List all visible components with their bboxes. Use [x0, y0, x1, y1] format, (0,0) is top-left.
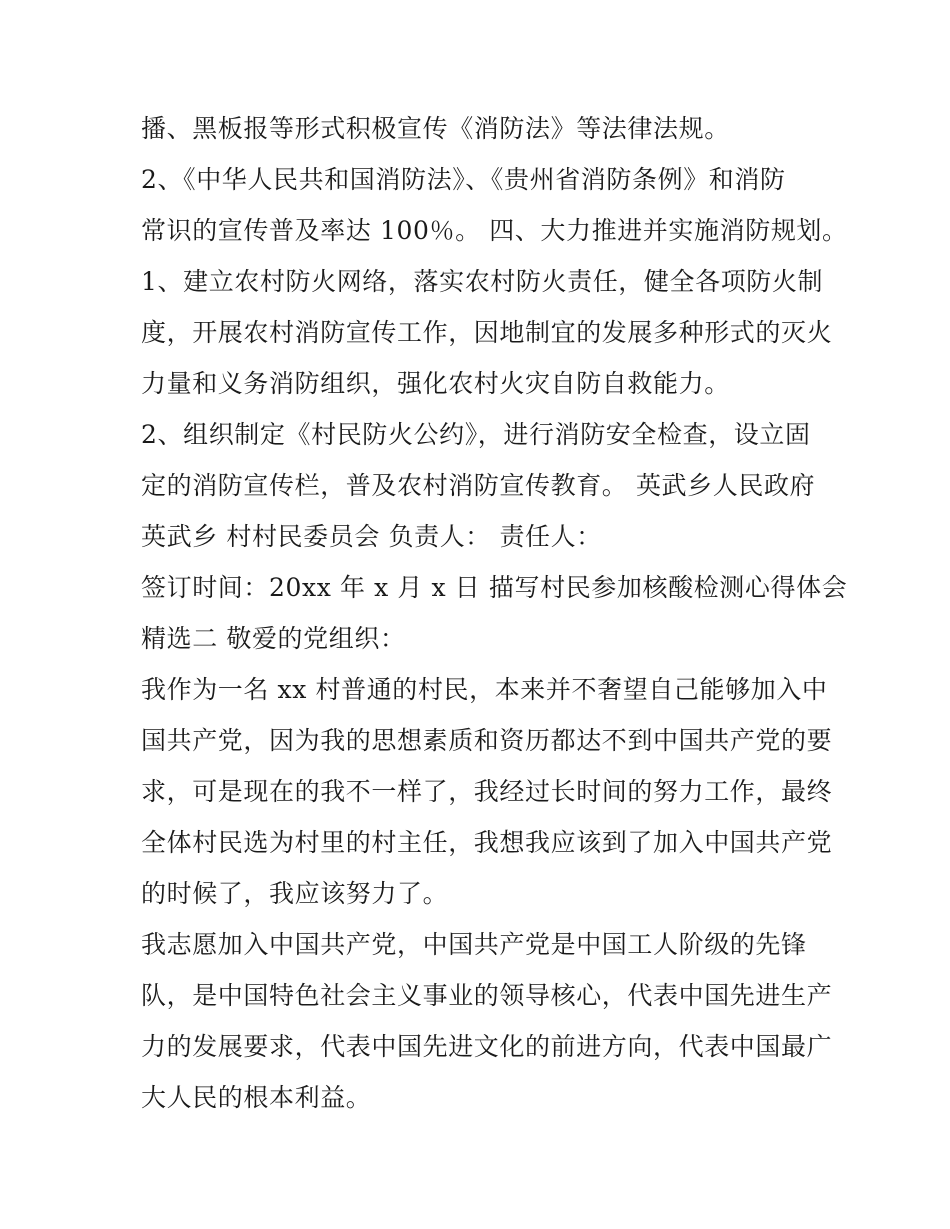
text-line: 力的发展要求，代表中国先进文化的前进方向，代表中国最广 [141, 1032, 833, 1061]
text-line: 精选二 敬爱的党组织： [141, 624, 406, 653]
text-line: 国共产党，因为我的思想素质和资历都达不到中国共产党的要 [141, 726, 833, 755]
text-line: 我志愿加入中国共产党，中国共产党是中国工人阶级的先锋 [141, 930, 807, 959]
text-line: 的时候了，我应该努力了。 [141, 879, 449, 908]
text-line: 常识的宣传普及率达 100％。 四、大力推进并实施消防规划。 [141, 216, 848, 245]
text-line: 英武乡 村村民委员会 负责人： 责任人： [141, 522, 602, 551]
document-body [141, 103, 848, 1123]
text-line: 我作为一名 xx 村普通的村民，本来并不奢望自己能够加入中 [141, 675, 828, 704]
text-line: 力量和义务消防组织，强化农村火灾自防自救能力。 [141, 369, 730, 398]
text-line: 全体村民选为村里的村主任，我想我应该到了加入中国共产党 [141, 828, 833, 857]
text-line: 定的消防宣传栏，普及农村消防宣传教育。 英武乡人民政府 [141, 471, 816, 500]
text-line: 签订时间：20xx 年 x 月 x 日 描写村民参加核酸检测心得体会 [141, 573, 848, 602]
text-line: 求，可是现在的我不一样了，我经过长时间的努力工作，最终 [141, 777, 833, 806]
text-line: 1、建立农村防火网络，落实农村防火责任，健全各项防火制 [141, 267, 824, 296]
text-line: 2、《中华人民共和国消防法》、《贵州省消防条例》和消防 [141, 165, 786, 194]
text-line: 度，开展农村消防宣传工作，因地制宜的发展多种形式的灭火 [141, 318, 833, 347]
text-line: 队，是中国特色社会主义事业的领导核心，代表中国先进生产 [141, 981, 833, 1010]
text-line: 播、黑板报等形式积极宣传《消防法》等法律法规。 [141, 114, 730, 143]
text-line: 大人民的根本利益。 [141, 1083, 372, 1112]
text-line: 2、组织制定《村民防火公约》，进行消防安全检查，设立固 [141, 420, 811, 449]
